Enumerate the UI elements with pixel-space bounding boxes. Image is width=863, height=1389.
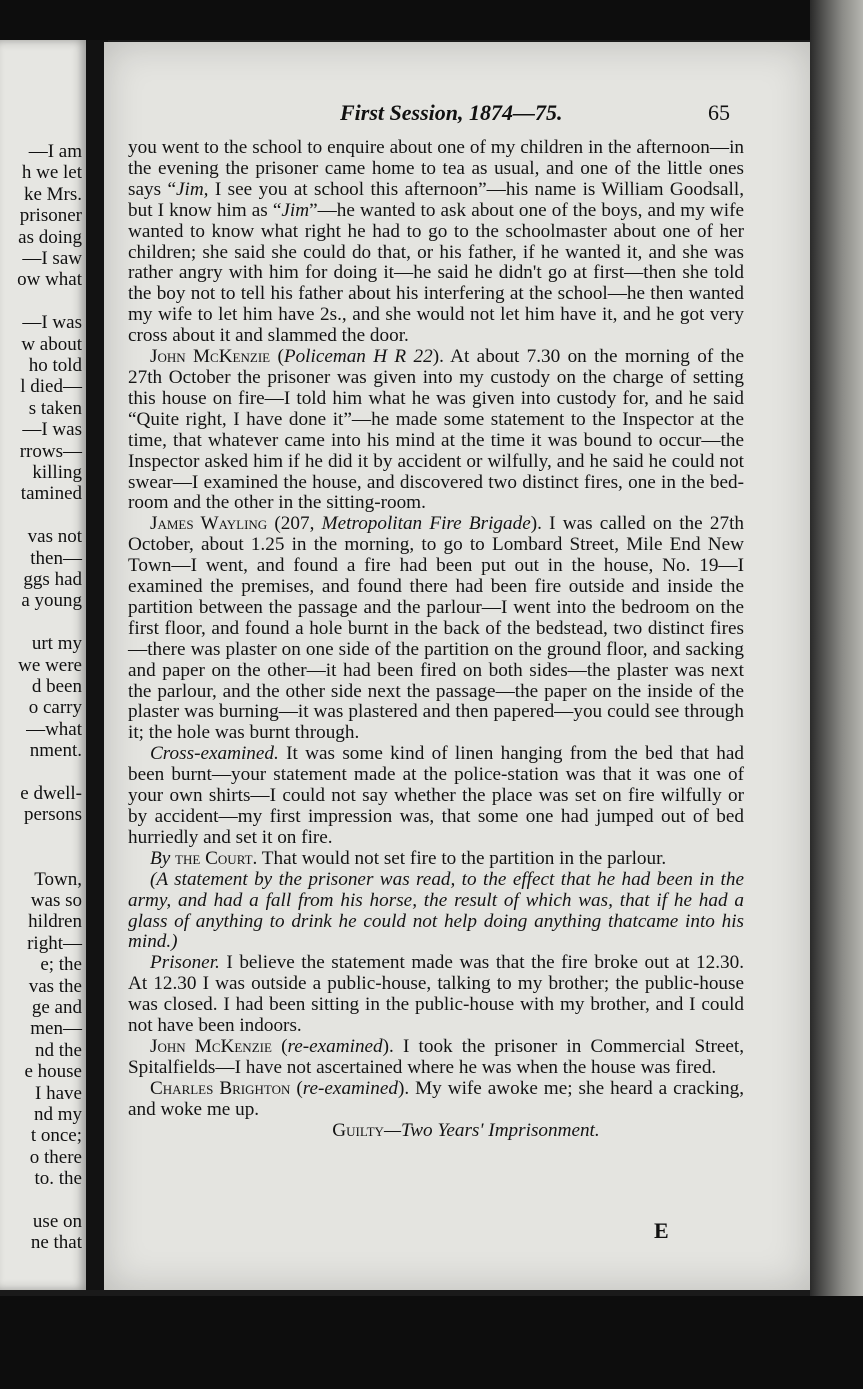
- previous-page-line: tamined: [20, 483, 82, 505]
- text-segment: Jim,: [175, 178, 209, 200]
- text-segment: the Court.: [175, 847, 258, 869]
- previous-page-line: rrows—: [19, 440, 82, 462]
- paragraph-p7: [128, 953, 744, 1037]
- previous-page-line: h we let: [21, 162, 82, 184]
- paragraph-p6: [128, 870, 744, 954]
- paragraph-p1: [128, 138, 744, 347]
- previous-page-line: persons: [23, 804, 82, 826]
- previous-page-line: I have: [35, 1082, 82, 1104]
- text-segment: ). I was called on the 27th October, about 1.25 in the morning, to go to Lombard Street, Mile End New Town—I went, and found a fire had been put out in the house, No. 19—I examined the premises, and found there had been fire outside and inside the partition between the passage and the parlour—I went into the bedroom on the first floor, and found a hole burnt in the back of the bedstead, two distinct fires—there was plaster on one side of the partition on the ground floor, and sacking and paper on the other—it had been fired on both sides—the plaster was next the parlour, and the other side next the passage—the paper on the inside of the plaster was burning—it was plastered and then papered—you could see through it; the hole was burnt through.: [128, 513, 744, 744]
- previous-page-line: right—: [27, 932, 82, 954]
- text-segment: John McKenzie: [150, 1035, 272, 1057]
- verdict-line: [128, 1121, 744, 1142]
- text-segment: I believe the statement made was that the fire broke out at 12.30. At 12.30 I was outside a public-house, talking to my brother; the public-house was closed. I had been sitting in the public-house with my brother, and I could not have been indoors.: [128, 952, 744, 1037]
- text-segment: Jim: [281, 199, 310, 221]
- text-segment: (A statement by the prisoner was read, to the effect that he had been in the army, and had a fall from his horse, the result of which was, that if he had a glass of anything to drink he could not help doing anything thatcame into his mind.): [128, 868, 744, 953]
- text-segment: Prisoner.: [150, 952, 220, 974]
- text-segment: (: [270, 346, 284, 368]
- text-segment: (: [290, 1077, 303, 1099]
- text-segment: ). I took the prisoner in Commercial Street, Spitalfields—I have not ascertained where he was when the house was fired.: [128, 1035, 745, 1078]
- previous-page-line: a young: [21, 590, 82, 612]
- previous-page-line: e; the: [40, 954, 82, 976]
- paragraph-p8: [128, 1037, 744, 1079]
- text-segment: re-examined: [302, 1077, 398, 1099]
- previous-page-line: —what: [26, 718, 82, 740]
- previous-page-edge: [0, 40, 88, 1290]
- text-segment: (: [271, 1035, 288, 1057]
- previous-page-line: ne that: [30, 1232, 82, 1254]
- previous-page-line: use on: [32, 1211, 82, 1232]
- book-page: [104, 42, 810, 1290]
- previous-page-line: hildren: [28, 911, 82, 933]
- text-segment: I see you at school this afternoon”—his name is William Goodsall, but I know him as “: [128, 178, 745, 221]
- paragraph-p2: [128, 347, 744, 514]
- verdict-label: Guilty: [332, 1119, 384, 1141]
- signature-mark: E: [654, 1218, 669, 1243]
- paragraph-p5: [128, 849, 744, 870]
- text-segment: ). At about 7.30 on the morning of the 27th October the prisoner was given into my custody on the charge of setting this house on fire—I told him what he was given into custody for, and he said “Quite right, I have done it”—he made some statement to the Inspector at the time, that whatever came into his mind at the time it was bound to occur—the Inspector asked him if he did it by accident or wilfully, and he said he could not swear—I examined the house, and discovered two distinct fires, one in the bed-room and the other in the sitting-room.: [128, 346, 744, 514]
- previous-page-line: Town,: [34, 868, 82, 890]
- paragraph-p9: [128, 1079, 744, 1121]
- previous-page-line: vas the: [28, 975, 82, 997]
- previous-page-line: d been: [31, 676, 82, 697]
- previous-page-line: —I saw: [22, 248, 82, 269]
- previous-page-line: w about: [21, 333, 82, 355]
- previous-page-line: vas not: [27, 526, 82, 548]
- previous-page-line: s taken: [28, 397, 82, 419]
- text-segment: (207,: [267, 513, 322, 535]
- previous-page-line: ho told: [28, 355, 82, 376]
- scan-top-border: [0, 0, 863, 40]
- text-segment: By: [150, 847, 176, 869]
- previous-page-line: o there: [29, 1146, 82, 1168]
- previous-page-line: urt my: [31, 633, 82, 655]
- previous-page-line: —I was: [22, 312, 82, 334]
- verdict-sentence: —Two Years' Imprisonment.: [383, 1119, 600, 1141]
- previous-page-line: ow what: [17, 269, 82, 291]
- text-segment: Charles Brighton: [150, 1077, 291, 1099]
- text-segment: John McKenzie: [150, 346, 271, 368]
- page-body: [128, 138, 744, 1142]
- previous-page-line: men—: [30, 1018, 82, 1040]
- page-header: [104, 96, 810, 130]
- previous-page-line: l died—: [20, 376, 82, 398]
- text-segment: Metropolitan Fire Brigade: [321, 513, 531, 535]
- text-segment: That would not set fire to the partition in the parlour.: [257, 847, 667, 869]
- previous-page-line: ggs had: [23, 569, 82, 590]
- paragraph-p3: [128, 514, 744, 744]
- text-segment: Policeman H R 22: [283, 346, 433, 368]
- previous-page-line: prisoner: [19, 205, 82, 227]
- page-number: 65: [708, 100, 730, 125]
- previous-page-line: nd the: [35, 1039, 82, 1061]
- text-segment: you went to the school to enquire about one of my children in the afternoon—in the evening the prisoner came home to tea as usual, and one of the little ones says “: [128, 137, 744, 200]
- paragraph-p4: [128, 744, 744, 849]
- previous-page-line: to. the: [34, 1168, 82, 1190]
- previous-page-line: ge and: [31, 997, 82, 1018]
- scan-bottom-border: [0, 1296, 863, 1389]
- text-segment: James Wayling: [150, 513, 268, 535]
- previous-page-line: was so: [30, 890, 82, 911]
- previous-page-line: e house: [24, 1061, 82, 1083]
- previous-page-line: o carry: [28, 697, 82, 719]
- previous-page-line: then—: [30, 547, 82, 569]
- previous-page-line: ke Mrs.: [23, 183, 82, 205]
- scan-right-edge: [810, 0, 863, 1389]
- running-title: First Session, 1874—75.: [340, 100, 563, 125]
- previous-page-line: as doing: [18, 226, 82, 248]
- previous-page-line: we were: [18, 654, 82, 676]
- text-segment: ”—he wanted to ask about one of the boys, and my wife wanted to know what right he had to go to the schoolmaster about one of her children; she said she could do that, or his father, if he wanted it, and she was rather angry with him for doing it—he said he didn't go at first—then she told the boy not to tell his father about his interfering at the school—he then wanted my wife to let him have 2s., and she would not let him have it, and he got very cross about it and slammed the door.: [128, 199, 744, 347]
- text-segment: It was some kind of linen hanging from the bed that had been burnt—your statement made at the police-station was that it was one of your own shirts—I could not say whether the place was set on fire wilfully or by accident—my first impression was, that some one had jumped out of bed hurriedly and set it on fire.: [128, 743, 744, 848]
- previous-page-line: e dwell-: [20, 783, 82, 804]
- previous-page-line: nd my: [33, 1104, 82, 1125]
- text-segment: re-examined: [287, 1035, 383, 1057]
- text-segment: Cross-examined.: [150, 743, 279, 765]
- previous-page-line: —I was: [22, 419, 82, 441]
- previous-page-line: nment.: [29, 740, 82, 762]
- previous-page-line: —I am: [28, 141, 82, 162]
- previous-page-line: t once;: [30, 1125, 82, 1147]
- previous-page-line: killing: [32, 462, 82, 483]
- text-segment: ). My wife awoke me; she heard a cracking, and woke me up.: [128, 1077, 744, 1120]
